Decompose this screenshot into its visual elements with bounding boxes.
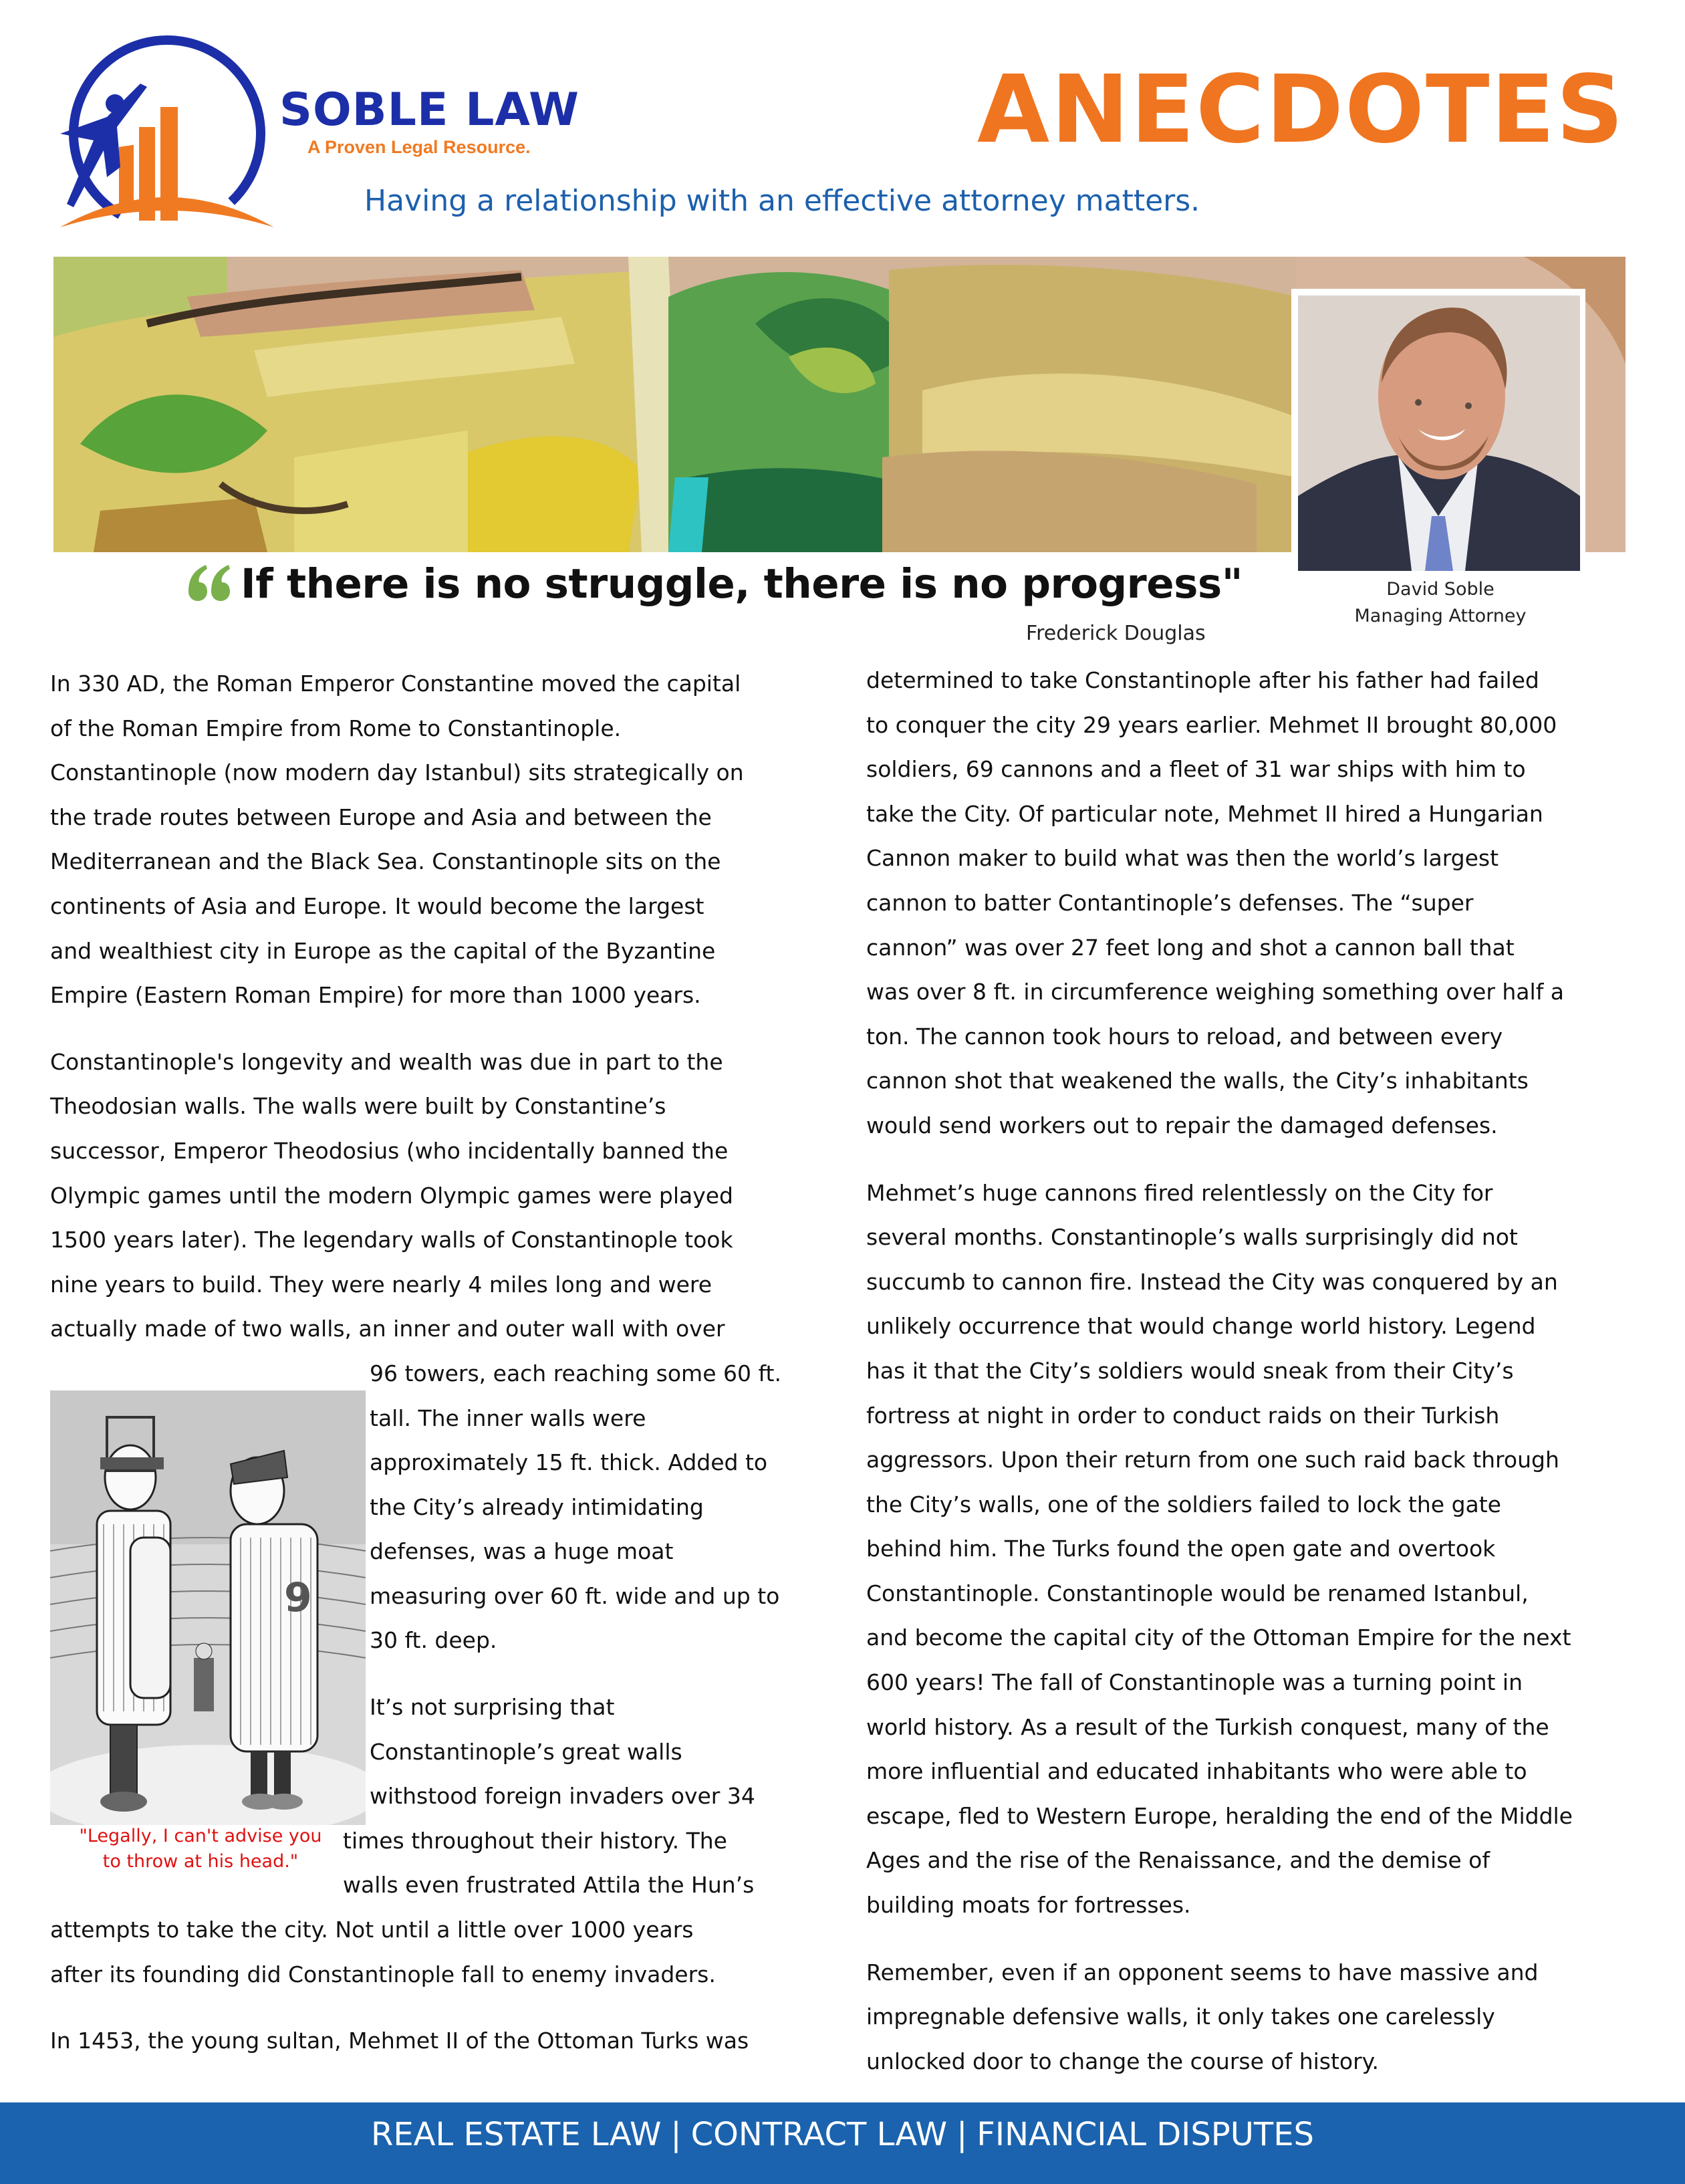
attorney-portrait-photo	[1298, 295, 1580, 571]
text-line: successor, Emperor Theodosius (who incidentally banned the	[50, 1137, 729, 1164]
text-line: Olympic games until the modern Olympic games were played	[50, 1182, 734, 1209]
text-line: unlikely occurrence that would change world history. Legend	[866, 1313, 1536, 1340]
text-line: world history. As a result of the Turkish conquest, many of the	[866, 1713, 1549, 1740]
text-line: 96 towers, each reaching some 60 ft.	[370, 1360, 781, 1386]
paragraph	[50, 1908, 819, 1997]
text-line: has it that the City’s soldiers would sneak from their City’s	[866, 1357, 1514, 1384]
attorney-name: David Soble	[1386, 579, 1495, 600]
caption-line: to throw at his head."	[102, 1851, 299, 1872]
paragraph	[866, 1171, 1655, 1928]
quote-author: Frederick Douglas	[1026, 622, 1206, 645]
quote-mark-icon	[186, 558, 233, 605]
text-line: Constantinople (now modern day Istanbul) sits strategically on	[50, 759, 744, 786]
paragraph	[50, 1040, 819, 1352]
text-line: Theodosian walls. The walls were built by Constantine’s	[50, 1093, 666, 1120]
text-line: nine years to build. They were nearly 4 miles long and were	[50, 1271, 712, 1298]
text-line: the trade routes between Europe and Asia and between the	[50, 804, 712, 830]
text-line: 1500 years later). The legendary walls of Constantinople took	[50, 1227, 733, 1253]
text-line: measuring over 60 ft. wide and up to	[370, 1582, 780, 1609]
text-line: cannon to batter Contantinople’s defenses. The “super	[866, 889, 1474, 916]
paragraph-wrapped	[370, 1352, 819, 1663]
text-line: take the City. Of particular note, Mehmet II hired a Hungarian	[866, 800, 1543, 827]
text-line: cannon” was over 27 feet long and shot a cannon ball that	[866, 934, 1515, 961]
text-line: of the Roman Empire from Rome to Constantinople.	[50, 715, 622, 741]
text-line: the City’s walls, one of the soldiers failed to lock the gate	[866, 1491, 1501, 1518]
caption-line: "Legally, I can't advise you	[79, 1826, 322, 1846]
text-line: walls even frustrated Attila the Hun’s	[343, 1872, 755, 1899]
paragraph	[866, 658, 1655, 1148]
brand-name: SOBLE LAW	[279, 84, 579, 136]
text-line: times throughout their history. The	[343, 1827, 727, 1854]
text-line: approximately 15 ft. thick. Added to	[370, 1449, 768, 1476]
text-line: escape, fled to Western Europe, heralding the end of the Middle	[866, 1802, 1573, 1829]
text-line: actually made of two walls, an inner and outer wall with over	[50, 1316, 725, 1342]
page-title: ANECDOTES	[977, 55, 1625, 164]
text-line: the City’s already intimidating	[370, 1493, 704, 1520]
text-line: determined to take Constantinople after his father had failed	[866, 667, 1539, 693]
text-line: Ages and the rise of the Renaissance, and the demise of	[866, 1847, 1490, 1874]
text-line: building moats for fortresses.	[866, 1892, 1191, 1919]
text-line: was over 8 ft. in circumference weighing something over half a	[866, 979, 1565, 1005]
paragraph	[866, 1951, 1655, 2084]
text-line: Constantinople’s great walls	[370, 1738, 682, 1765]
pull-quote: If there is no struggle, there is no progress"	[241, 560, 1243, 608]
portrait-caption	[1290, 576, 1591, 630]
text-line: defenses, was a huge moat	[370, 1538, 674, 1565]
text-line: Mediterranean and the Black Sea. Constantinople sits on the	[50, 848, 721, 875]
paragraph	[50, 662, 819, 1018]
footer-bar	[0, 2102, 1685, 2184]
text-line: attempts to take the city. Not until a little over 1000 years	[50, 1917, 694, 1943]
text-line: In 1453, the young sultan, Mehmet II of the Ottoman Turks was	[50, 2028, 749, 2054]
text-line: tall. The inner walls were	[370, 1405, 646, 1431]
text-line: Cannon maker to build what was then the world’s largest	[866, 845, 1499, 872]
text-line: cannon shot that weakened the walls, the City’s inhabitants	[866, 1068, 1529, 1094]
text-line: to conquer the city 29 years earlier. Mehmet II brought 80,000	[866, 711, 1557, 738]
text-line: behind him. The Turks found the open gate and overtook	[866, 1536, 1496, 1562]
soble-law-logo-icon	[47, 33, 287, 241]
practice-area-real-estate: REAL ESTATE LAW	[370, 2116, 662, 2153]
practice-area-financial: FINANCIAL DISPUTES	[977, 2116, 1314, 2153]
text-line: withstood foreign invaders over 34	[370, 1783, 755, 1810]
text-line: fortress at night in order to conduct raids on their Turkish	[866, 1402, 1500, 1429]
text-line: It’s not surprising that	[370, 1694, 615, 1721]
text-line: after its founding did Constantinople fall to enemy invaders.	[50, 1961, 716, 1987]
brand-tagline: A Proven Legal Resource.	[307, 137, 531, 157]
page-subtitle: Having a relationship with an effective attorney matters.	[364, 184, 1200, 218]
text-line: soldiers, 69 cannons and a fleet of 31 war ships with him to	[866, 756, 1526, 783]
separator: |	[670, 2116, 682, 2153]
text-line: continents of Asia and Europe. It would become the largest	[50, 892, 704, 919]
jersey-number: 9	[284, 1574, 312, 1621]
paragraph	[50, 2019, 819, 2064]
text-line: In 330 AD, the Roman Emperor Constantine moved the capital	[50, 671, 741, 697]
text-line: succumb to cannon fire. Instead the City was conquered by an	[866, 1268, 1558, 1295]
text-line: and wealthiest city in Europe as the capital of the Byzantine	[50, 937, 716, 964]
text-line: and become the capital city of the Ottoman Empire for the next	[866, 1624, 1571, 1651]
text-line: impregnable defensive walls, it only takes one carelessly	[866, 2004, 1495, 2030]
text-line: would send workers out to repair the damaged defenses.	[866, 1112, 1498, 1138]
text-line: ton. The cannon took hours to reload, and between every	[866, 1023, 1503, 1050]
practice-area-contract: CONTRACT LAW	[690, 2116, 948, 2153]
practice-areas	[0, 2116, 1685, 2153]
text-line: aggressors. Upon their return from one such raid back through	[866, 1447, 1559, 1473]
attorney-role: Managing Attorney	[1354, 606, 1527, 626]
cartoon-caption	[63, 1824, 338, 1874]
article-column-right	[866, 658, 1655, 2084]
text-line: more influential and educated inhabitants who were able to	[866, 1758, 1527, 1785]
separator: |	[956, 2116, 968, 2153]
text-line: 600 years! The fall of Constantinople was a turning point in	[866, 1669, 1523, 1696]
text-line: Constantinople. Constantinople would be renamed Istanbul,	[866, 1580, 1529, 1606]
text-line: Remember, even if an opponent seems to have massive and	[866, 1959, 1539, 1985]
baseball-cartoon-image	[50, 1390, 366, 1825]
text-line: unlocked door to change the course of history.	[866, 2048, 1379, 2074]
paragraph-wrapped	[343, 1685, 819, 1908]
text-line: Empire (Eastern Roman Empire) for more than 1000 years.	[50, 982, 701, 1009]
text-line: several months. Constantinople’s walls surprisingly did not	[866, 1224, 1518, 1251]
text-line: 30 ft. deep.	[370, 1627, 497, 1654]
text-line: Mehmet’s huge cannons fired relentlessly on the City for	[866, 1179, 1493, 1206]
text-line: Constantinople's longevity and wealth was due in part to the	[50, 1048, 723, 1075]
